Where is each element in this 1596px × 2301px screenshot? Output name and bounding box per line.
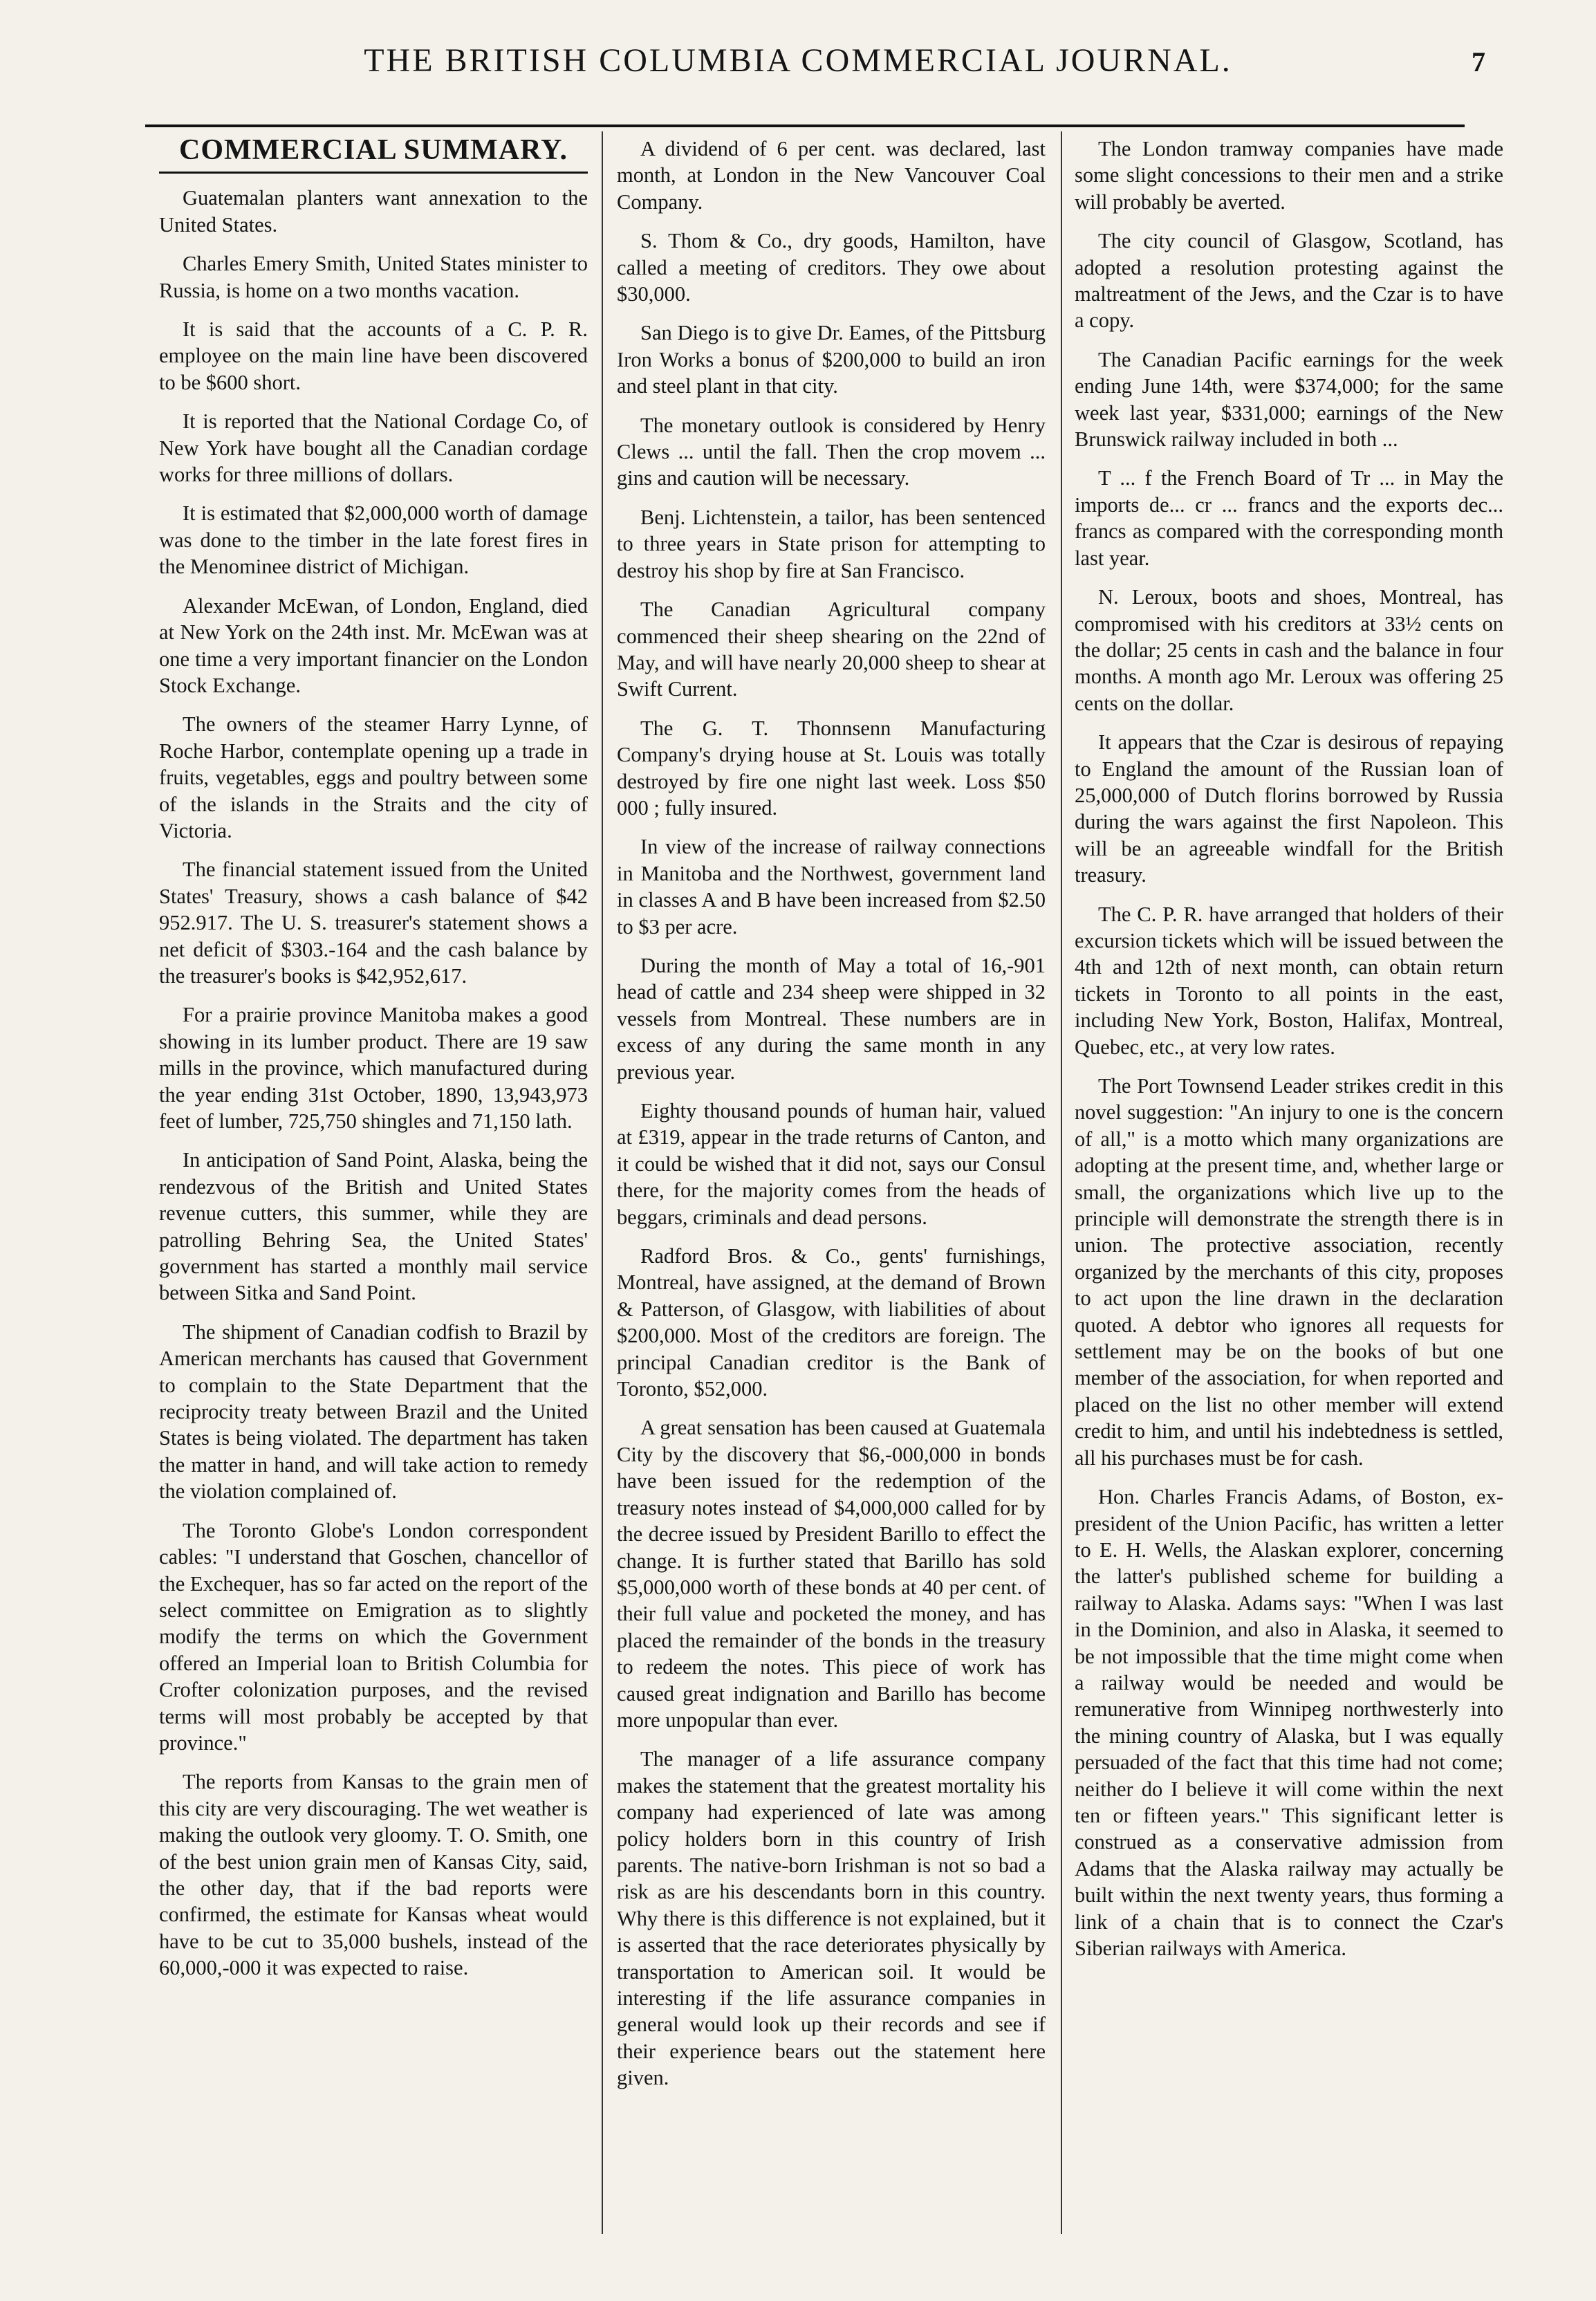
news-item: N. Leroux, boots and shoes, Montreal, has compromised with his creditors at 33½ cents on the dollar; 25 cents in cash and the balance in four months. A month ago Mr. Leroux was offering 25 cents on the dollar.	[1075, 585, 1503, 715]
masthead-rule	[145, 124, 1465, 127]
news-item: It is estimated that $2,000,000 worth of damage was done to the timber in the late forest fires in the Menominee district of Michigan.	[159, 501, 588, 579]
column-1	[159, 136, 588, 1994]
page-number: 7	[1472, 46, 1485, 77]
news-item: Benj. Lichtenstein, a tailor, has been sentenced to three years in State prison for attempting to destroy his shop by fire at San Francisco.	[617, 505, 1046, 582]
news-item: The Port Townsend Leader strikes credit in this novel suggestion: "An injury to one is the concern of all," is a motto which many organizations are adopting at the present time, and, whether large or small, the organizations which live up to the principle will demonstrate the strength there is in union. The protective association, recently organized by the merchants of this city, proposes to act upon the line drawn in the declaration quoted. A debtor who ignores all requests for settlement may be on the books of but one member of the association, for when reported and placed on the list no other member will extend credit to him, and until his indebtedness is settled, all his purchases must be for cash.	[1075, 1074, 1503, 1470]
news-item: Hon. Charles Francis Adams, of Boston, ex-president of the Union Pacific, has written a letter to E. H. Wells, the Alaskan explorer, concerning the latter's published scheme for building a railway to Alaska. Adams says: "When I was last in the Dominion, and also in Alaska, it seemed to be not impossible that the time might come when a railway would be needed and would be remunerative from Winnipeg northwesterly into the mining country of Alaska, but I was equally persuaded of the fact that this time had not come; neither do I believe it will come within the next ten or fifteen years." This significant letter is construed as a conservative admission from Adams that the Alaska railway may actually be built within the next twenty years, thus forming a link of a chain that is to connect the Czar's Siberian railways with America.	[1075, 1485, 1503, 1960]
news-item: San Diego is to give Dr. Eames, of the Pittsburg Iron Works a bonus of $200,000 to build an iron and steel plant in that city.	[617, 321, 1046, 398]
column-2	[617, 136, 1046, 2104]
column-3	[1075, 136, 1503, 1974]
news-item: S. Thom & Co., dry goods, Hamilton, have called a meeting of creditors. They owe about $30,000.	[617, 229, 1046, 306]
news-item: A dividend of 6 per cent. was declared, last month, at London in the New Vancouver Coal Company.	[617, 137, 1046, 214]
news-item: Alexander McEwan, of London, England, died at New York on the 24th inst. Mr. McEwan was at one time a very important financier on the London Stock Exchange.	[159, 593, 588, 697]
column-divider	[602, 131, 603, 2234]
news-item: The financial statement issued from the United States' Treasury, shows a cash balance of $42 952.917. The U. S. treasurer's statement shows a net deficit of $303.-164 and the cash balance by the treasurer's books is $42,952,617.	[159, 858, 588, 988]
news-item: T ... f the French Board of Tr ... in May the imports de... cr ... francs and the exports dec... francs as compared with the corresponding month last year.	[1075, 466, 1503, 570]
news-item: Guatemalan planters want annexation to the United States.	[159, 186, 588, 237]
news-item: The reports from Kansas to the grain men of this city are very discouraging. The wet weather is making the outlook very gloomy. T. O. Smith, one of the best union grain men of Kansas City, said, the other day, that if the bad reports were confirmed, the estimate for Kansas wheat would have to be cut to 35,000 bushels, instead of the 60,000,-000 it was expected to raise.	[159, 1770, 588, 1980]
news-item: Radford Bros. & Co., gents' furnishings, Montreal, have assigned, at the demand of Brown & Patterson, of Glasgow, with liabilities of about $200,000. Most of the creditors are foreign. The principal Canadian creditor is the Bank of Toronto, $52,000.	[617, 1244, 1046, 1401]
news-item: For a prairie province Manitoba makes a good showing in its lumber product. There are 19 saw mills in the province, which manufactured during the year ending 31st October, 1890, 13,943,973 feet of lumber, 725,750 shingles and 71,150 lath.	[159, 1003, 588, 1133]
news-item: The manager of a life assurance company makes the statement that the greatest mortality his company had experienced of late was among policy holders born in this country of Irish parents. The native-born Irishman is not so bad a risk as are his descendants born in this country. Why there is this difference is not explained, but it is asserted that the race deteriorates physically by transportation to American soil. It would be interesting if the life assurance companies in general would look up their records and see if their experience bears out the statement here given.	[617, 1747, 1046, 2090]
section-title-rule	[159, 172, 588, 174]
column-3-body	[1075, 136, 1503, 1961]
news-item: It is said that the accounts of a C. P. R. employee on the main line have been discovered to be $600 short.	[159, 317, 588, 394]
news-item: The monetary outlook is considered by Henry Clews ... until the fall. Then the crop movem ... gins and caution will be necessary.	[617, 413, 1046, 490]
news-item: Eighty thousand pounds of human hair, valued at £319, appear in the trade returns of Canton, and it could be wished that it did not, says our Consul there, for the majority comes from the heads of beggars, criminals and dead persons.	[617, 1099, 1046, 1229]
news-item: A great sensation has been caused at Guatemala City by the discovery that $6,-000,000 in bonds have been issued for the redemption of the treasury notes instead of $4,000,000 called for by the decree issued by President Barillo to effect the change. It is further stated that Barillo has sold $5,000,000 worth of these bonds at 40 per cent. of their full value and pocketed the money, and has placed the remainder of the bonds in the treasury to redeem the notes. This piece of work has caused great indignation and Barillo has become more unpopular than ever.	[617, 1416, 1046, 1732]
news-item: The C. P. R. have arranged that holders of their excursion tickets which will be issued between the 4th and 12th of next month, can obtain return tickets in Toronto to all points in the east, including New York, Boston, Halifax, Montreal, Quebec, etc., at very low rates.	[1075, 902, 1503, 1059]
news-item: The owners of the steamer Harry Lynne, of Roche Harbor, contemplate opening up a trade in fruits, vegetables, eggs and poultry between some of the islands in the Straits and the city of Victoria.	[159, 712, 588, 842]
column-divider	[1061, 131, 1062, 2234]
news-item: It is reported that the National Cordage Co, of New York have bought all the Canadian cordage works for three millions of dollars.	[159, 409, 588, 487]
news-item: During the month of May a total of 16,-901 head of cattle and 234 sheep were shipped in 32 vessels from Montreal. These numbers are in excess of any during the same month in any previous year.	[617, 953, 1046, 1084]
news-item: The Canadian Agricultural company commenced their sheep shearing on the 22nd of May, and will have nearly 20,000 sheep to shear at Swift Current.	[617, 598, 1046, 701]
news-item: It appears that the Czar is desirous of repaying to England the amount of the Russian loan of 25,000,000 of Dutch florins borrowed by Russia during the wars against the first Napoleon. This will be an agreeable windfall for the British treasury.	[1075, 730, 1503, 887]
news-item: Charles Emery Smith, United States minister to Russia, is home on a two months vacation.	[159, 252, 588, 302]
section-title: COMMERCIAL SUMMARY.	[179, 134, 568, 166]
news-item: The G. T. Thonnsenn Manufacturing Company's drying house at St. Louis was totally destroyed by fire one night last week. Loss $50 000 ; fully insured.	[617, 716, 1046, 820]
news-item: The Toronto Globe's London correspondent cables: "I understand that Goschen, chancellor of the Exchequer, has so far acted on the report of the select committee on Emigration as to slightly modify the terms on which the Government offered an Imperial loan to British Columbia for Crofter colonization purposes, and the revised terms will most probably be accepted by that province."	[159, 1518, 588, 1755]
column-2-body	[617, 136, 1046, 2091]
journal-title: THE BRITISH COLUMBIA COMMERCIAL JOURNAL.	[364, 42, 1232, 79]
news-item: In view of the increase of railway connections in Manitoba and the Northwest, government land in classes A and B have been increased from $2.50 to $3 per acre.	[617, 835, 1046, 939]
news-item: The London tramway companies have made some slight concessions to their men and a strike will probably be averted.	[1075, 137, 1503, 214]
news-item: In anticipation of Sand Point, Alaska, being the rendezvous of the British and United States revenue cutters, this summer, while they are patrolling Behring Sea, the United States' government has started a monthly mail service between Sitka and Sand Point.	[159, 1148, 588, 1305]
column-1-body	[159, 185, 588, 1981]
news-item: The city council of Glasgow, Scotland, has adopted a resolution protesting against the maltreatment of the Jews, and the Czar is to have a copy.	[1075, 229, 1503, 333]
masthead	[0, 41, 1596, 104]
news-item: The Canadian Pacific earnings for the week ending June 14th, were $374,000; for the same week last year, $331,000; earnings of the New Brunswick railway included in both ...	[1075, 347, 1503, 452]
news-item: The shipment of Canadian codfish to Brazil by American merchants has caused that Government to complain to the State Department that the reciprocity treaty between Brazil and the United States is being violated. The department has taken the matter in hand, and will take action to remedy the violation complained of.	[159, 1320, 588, 1504]
